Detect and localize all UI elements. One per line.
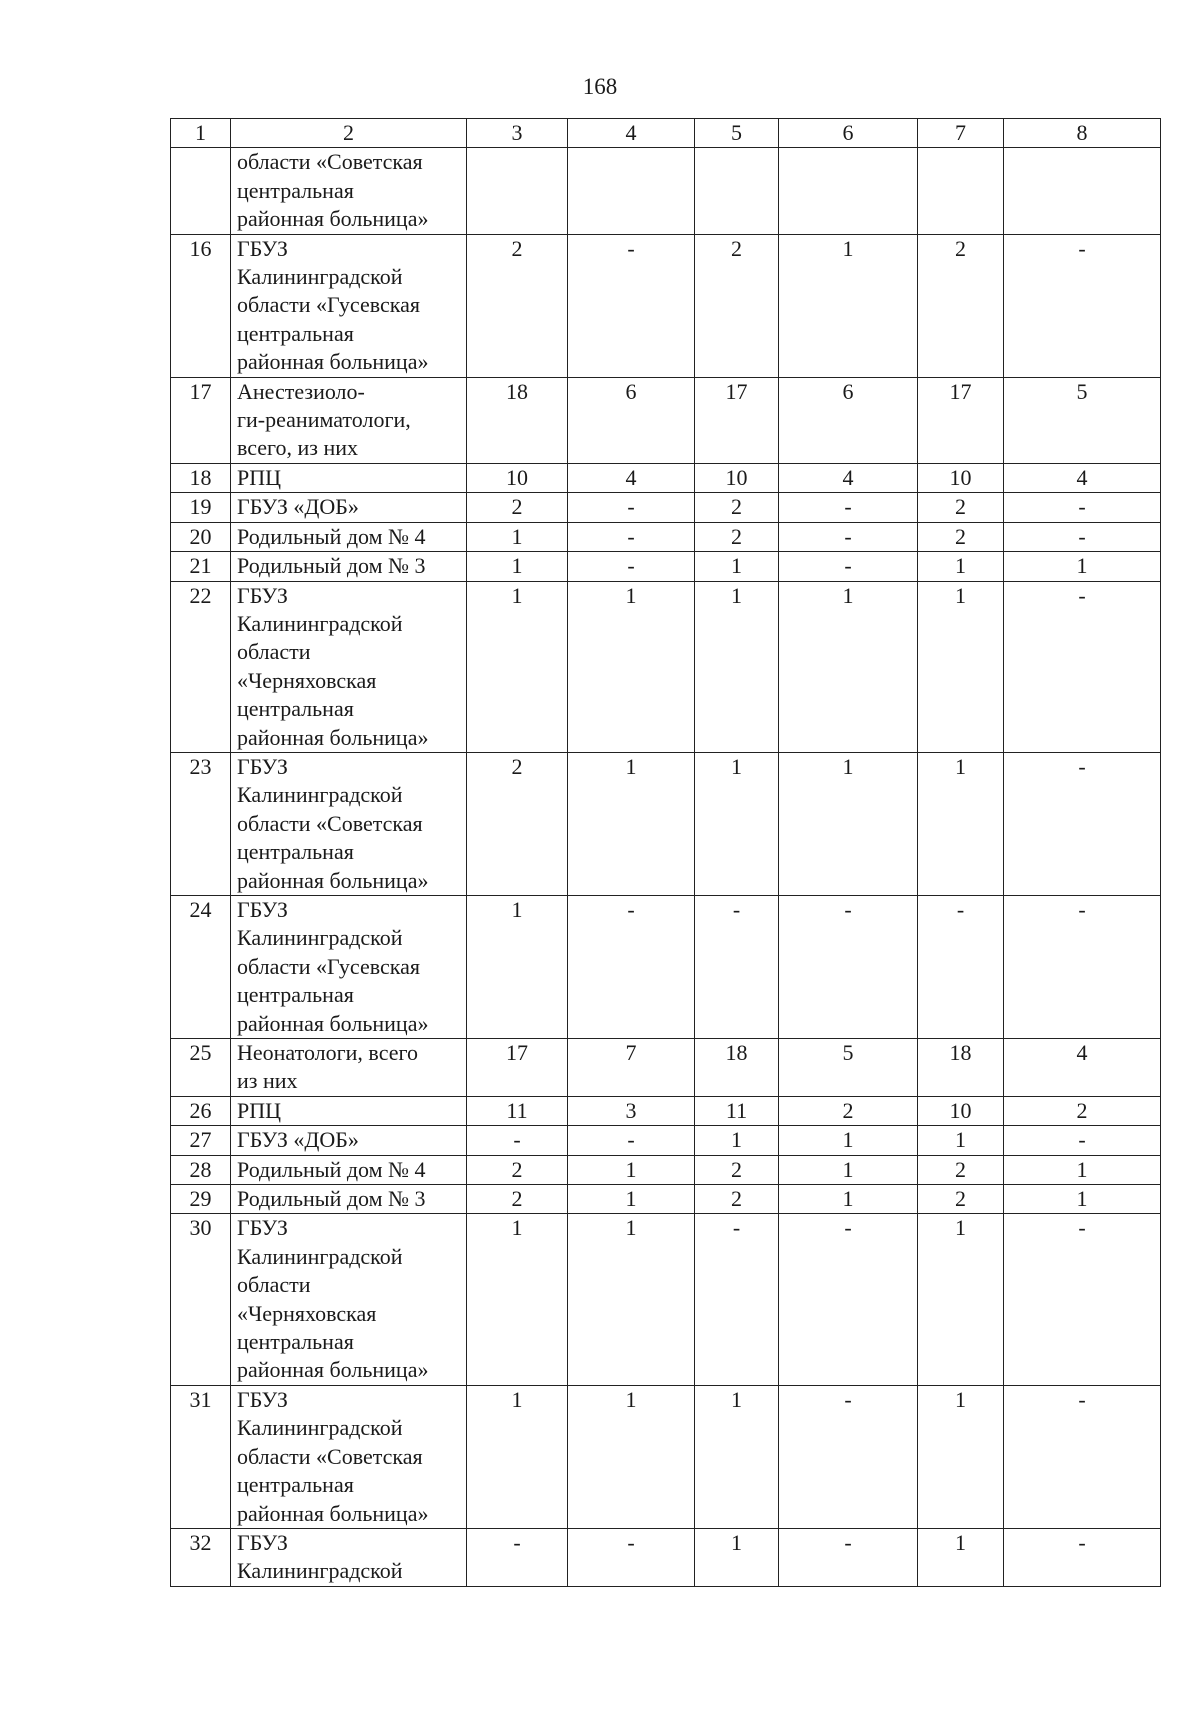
row-name-line: РПЦ — [237, 464, 282, 490]
value-cell-col6: 2 — [779, 1096, 918, 1125]
row-number: 22 — [171, 581, 231, 752]
row-number: 28 — [171, 1155, 231, 1184]
row-name — [231, 581, 467, 752]
value-cell-col4: - — [568, 552, 695, 581]
row-name-line: ГБУЗ «ДОБ» — [237, 494, 359, 520]
value-cell-col3: - — [467, 1528, 568, 1586]
value-cell-col6: - — [779, 1385, 918, 1528]
row-number: 20 — [171, 522, 231, 551]
value-cell-col7: 2 — [918, 522, 1004, 551]
table-row — [171, 234, 1161, 377]
row-name — [231, 1185, 467, 1214]
value-cell-col5: 10 — [695, 463, 779, 492]
row-number: 29 — [171, 1185, 231, 1214]
value-cell-col6: - — [779, 1214, 918, 1385]
row-name-line: Калининградской — [237, 610, 403, 636]
row-name — [231, 493, 467, 522]
header-row — [171, 119, 1161, 148]
value-cell-col8: - — [1004, 493, 1161, 522]
value-cell-col8: 4 — [1004, 1039, 1161, 1097]
table-row — [171, 463, 1161, 492]
value-cell-col4: 4 — [568, 463, 695, 492]
value-cell-col5: 2 — [695, 234, 779, 377]
row-name — [231, 148, 467, 234]
value-cell-col8: - — [1004, 1214, 1161, 1385]
value-cell-col7: 2 — [918, 1155, 1004, 1184]
row-number: 18 — [171, 463, 231, 492]
row-name-line: ГБУЗ — [237, 582, 288, 608]
value-cell-col6: - — [779, 1528, 918, 1586]
value-cell-col4: 3 — [568, 1096, 695, 1125]
table-body — [171, 148, 1161, 1586]
value-cell-col8: - — [1004, 1385, 1161, 1528]
value-cell-col6: 6 — [779, 377, 918, 463]
value-cell-col8: - — [1004, 1528, 1161, 1586]
row-name — [231, 1096, 467, 1125]
value-cell-col4: - — [568, 895, 695, 1038]
value-cell-col6: - — [779, 493, 918, 522]
row-number: 26 — [171, 1096, 231, 1125]
row-name-line: Родильный дом № 3 — [237, 553, 426, 579]
row-name-line: из них — [237, 1068, 298, 1094]
value-cell-col3: 17 — [467, 1039, 568, 1097]
value-cell-col7: 17 — [918, 377, 1004, 463]
value-cell-col5: 18 — [695, 1039, 779, 1097]
row-number: 24 — [171, 895, 231, 1038]
row-name-line: ГБУЗ — [237, 753, 288, 779]
value-cell-col8: - — [1004, 522, 1161, 551]
value-cell-col7: 1 — [918, 752, 1004, 895]
value-cell-col7: 1 — [918, 1528, 1004, 1586]
header-cell: 2 — [231, 119, 467, 148]
row-name-line: центральная — [237, 177, 354, 203]
value-cell-col5: 2 — [695, 493, 779, 522]
row-name — [231, 1528, 467, 1586]
value-cell-col8: - — [1004, 752, 1161, 895]
value-cell-col8: - — [1004, 895, 1161, 1038]
value-cell-col3: 1 — [467, 552, 568, 581]
row-name-line: Калининградской — [237, 782, 403, 808]
value-cell-col8: 4 — [1004, 463, 1161, 492]
row-name — [231, 752, 467, 895]
value-cell-col3: 1 — [467, 1214, 568, 1385]
row-name-line: Анестезиоло- — [237, 378, 365, 404]
row-name-line: области «Советская — [237, 1443, 423, 1469]
row-name — [231, 377, 467, 463]
value-cell-col5: 1 — [695, 581, 779, 752]
row-name — [231, 1385, 467, 1528]
value-cell-col5: - — [695, 895, 779, 1038]
value-cell-col4: 1 — [568, 1155, 695, 1184]
row-name-line: районная больница» — [237, 724, 429, 750]
table-row — [171, 1126, 1161, 1155]
row-name — [231, 1214, 467, 1385]
row-name — [231, 895, 467, 1038]
row-name-line: Калининградской — [237, 1415, 403, 1441]
value-cell-col5: 2 — [695, 1155, 779, 1184]
value-cell-col5: 1 — [695, 1385, 779, 1528]
row-name-line: районная больница» — [237, 1500, 429, 1526]
row-name-line: ГБУЗ — [237, 1386, 288, 1412]
value-cell-col6: - — [779, 895, 918, 1038]
value-cell-col5: 17 — [695, 377, 779, 463]
value-cell-col3: 2 — [467, 234, 568, 377]
value-cell-col6 — [779, 148, 918, 234]
value-cell-col8: 1 — [1004, 1185, 1161, 1214]
value-cell-col5: 2 — [695, 522, 779, 551]
row-name-line: ГБУЗ «ДОБ» — [237, 1127, 359, 1153]
header-cell: 3 — [467, 119, 568, 148]
value-cell-col6: 4 — [779, 463, 918, 492]
row-name-line: ГБУЗ — [237, 1215, 288, 1241]
value-cell-col7: 1 — [918, 1214, 1004, 1385]
value-cell-col6: 1 — [779, 1126, 918, 1155]
value-cell-col3: 11 — [467, 1096, 568, 1125]
table-row — [171, 1185, 1161, 1214]
value-cell-col4 — [568, 148, 695, 234]
row-name-line: «Черняховская — [237, 1300, 377, 1326]
row-name-line: ГБУЗ — [237, 896, 288, 922]
value-cell-col6: - — [779, 552, 918, 581]
value-cell-col7: 10 — [918, 1096, 1004, 1125]
row-number — [171, 148, 231, 234]
value-cell-col4: - — [568, 234, 695, 377]
value-cell-col4: 1 — [568, 1214, 695, 1385]
row-name-line: «Черняховская — [237, 667, 377, 693]
value-cell-col4: - — [568, 1126, 695, 1155]
value-cell-col7 — [918, 148, 1004, 234]
header-cell: 6 — [779, 119, 918, 148]
row-number: 30 — [171, 1214, 231, 1385]
row-number: 31 — [171, 1385, 231, 1528]
value-cell-col8: 1 — [1004, 552, 1161, 581]
value-cell-col6: 5 — [779, 1039, 918, 1097]
table-row — [171, 1214, 1161, 1385]
table-row — [171, 552, 1161, 581]
row-name-line: области «Гусевская — [237, 292, 420, 318]
value-cell-col3: 2 — [467, 493, 568, 522]
value-cell-col3: 18 — [467, 377, 568, 463]
row-number: 16 — [171, 234, 231, 377]
value-cell-col4: 1 — [568, 581, 695, 752]
row-name-line: ги-реаниматологи, — [237, 407, 411, 433]
row-name-line: центральная — [237, 320, 354, 346]
row-name-line: ГБУЗ — [237, 1529, 288, 1555]
row-name-line: ГБУЗ — [237, 235, 288, 261]
row-name-line: центральная — [237, 696, 354, 722]
value-cell-col6: 1 — [779, 1185, 918, 1214]
table-row — [171, 1096, 1161, 1125]
row-name — [231, 1039, 467, 1097]
row-name-line: Родильный дом № 3 — [237, 1186, 426, 1212]
value-cell-col4: 1 — [568, 752, 695, 895]
row-name-line: районная больница» — [237, 349, 429, 375]
table-row — [171, 1528, 1161, 1586]
row-name-line: Неонатологи, всего — [237, 1040, 418, 1065]
header-cell: 1 — [171, 119, 231, 148]
table-row — [171, 522, 1161, 551]
value-cell-col7: 1 — [918, 1385, 1004, 1528]
row-number: 19 — [171, 493, 231, 522]
table-row — [171, 1385, 1161, 1528]
table-row — [171, 148, 1161, 234]
value-cell-col7: 2 — [918, 493, 1004, 522]
value-cell-col5: 1 — [695, 1126, 779, 1155]
value-cell-col8: 5 — [1004, 377, 1161, 463]
value-cell-col6: 1 — [779, 581, 918, 752]
row-number: 27 — [171, 1126, 231, 1155]
value-cell-col7: 2 — [918, 1185, 1004, 1214]
row-name-line: области «Советская — [237, 149, 423, 175]
header-cell: 4 — [568, 119, 695, 148]
row-name — [231, 1155, 467, 1184]
row-name-line: центральная — [237, 1472, 354, 1498]
value-cell-col8: - — [1004, 234, 1161, 377]
value-cell-col3: 1 — [467, 895, 568, 1038]
value-cell-col7: 1 — [918, 552, 1004, 581]
row-name-line: всего, из них — [237, 435, 359, 461]
row-name-line: Родильный дом № 4 — [237, 523, 426, 549]
row-name-line: Калининградской — [237, 264, 403, 290]
table-row — [171, 1155, 1161, 1184]
value-cell-col4: - — [568, 493, 695, 522]
value-cell-col3: 1 — [467, 522, 568, 551]
value-cell-col5: 11 — [695, 1096, 779, 1125]
value-cell-col4: - — [568, 522, 695, 551]
value-cell-col5 — [695, 148, 779, 234]
value-cell-col3: 2 — [467, 1155, 568, 1184]
table-row — [171, 895, 1161, 1038]
value-cell-col6: 1 — [779, 234, 918, 377]
value-cell-col3: 1 — [467, 581, 568, 752]
value-cell-col7: 10 — [918, 463, 1004, 492]
row-name-line: центральная — [237, 1329, 354, 1355]
header-cell: 5 — [695, 119, 779, 148]
value-cell-col6: - — [779, 522, 918, 551]
header-cell: 8 — [1004, 119, 1161, 148]
row-name-line: области — [237, 639, 311, 665]
row-name-line: Родильный дом № 4 — [237, 1156, 426, 1182]
row-number: 23 — [171, 752, 231, 895]
value-cell-col3 — [467, 148, 568, 234]
row-name-line: районная больница» — [237, 1010, 429, 1036]
table-row — [171, 377, 1161, 463]
value-cell-col4: 1 — [568, 1185, 695, 1214]
value-cell-col4: 6 — [568, 377, 695, 463]
value-cell-col7: 1 — [918, 581, 1004, 752]
row-name-line: РПЦ — [237, 1097, 282, 1123]
value-cell-col3: 2 — [467, 1185, 568, 1214]
row-name-line: Калининградской — [237, 1243, 403, 1269]
page-number: 168 — [582, 74, 618, 99]
row-name — [231, 463, 467, 492]
row-name — [231, 552, 467, 581]
table-row — [171, 1039, 1161, 1097]
value-cell-col5: 1 — [695, 752, 779, 895]
row-name-line: районная больница» — [237, 1357, 429, 1383]
value-cell-col3: 2 — [467, 752, 568, 895]
row-name — [231, 234, 467, 377]
value-cell-col7: 1 — [918, 1126, 1004, 1155]
value-cell-col8 — [1004, 148, 1161, 234]
value-cell-col5: 2 — [695, 1185, 779, 1214]
row-name — [231, 1126, 467, 1155]
value-cell-col8: 2 — [1004, 1096, 1161, 1125]
value-cell-col6: 1 — [779, 752, 918, 895]
value-cell-col4: 7 — [568, 1039, 695, 1097]
table-row — [171, 493, 1161, 522]
value-cell-col4: - — [568, 1528, 695, 1586]
value-cell-col5: 1 — [695, 552, 779, 581]
row-name-line: области «Гусевская — [237, 953, 420, 979]
value-cell-col3: 1 — [467, 1385, 568, 1528]
value-cell-col3: 10 — [467, 463, 568, 492]
table-row — [171, 752, 1161, 895]
row-name-line: Калининградской — [237, 925, 403, 951]
data-table — [170, 118, 1161, 1587]
value-cell-col6: 1 — [779, 1155, 918, 1184]
row-name-line: области «Советская — [237, 810, 423, 836]
value-cell-col3: - — [467, 1126, 568, 1155]
table-row — [171, 581, 1161, 752]
value-cell-col8: - — [1004, 581, 1161, 752]
row-name-line: центральная — [237, 982, 354, 1008]
row-name-line: районная больница» — [237, 867, 429, 893]
value-cell-col7: - — [918, 895, 1004, 1038]
value-cell-col4: 1 — [568, 1385, 695, 1528]
row-name-line: области — [237, 1272, 311, 1298]
row-name-line: районная больница» — [237, 206, 429, 232]
value-cell-col7: 2 — [918, 234, 1004, 377]
value-cell-col8: - — [1004, 1126, 1161, 1155]
value-cell-col8: 1 — [1004, 1155, 1161, 1184]
value-cell-col5: - — [695, 1214, 779, 1385]
value-cell-col5: 1 — [695, 1528, 779, 1586]
value-cell-col7: 18 — [918, 1039, 1004, 1097]
row-name-line: центральная — [237, 839, 354, 865]
header-cell: 7 — [918, 119, 1004, 148]
row-number: 32 — [171, 1528, 231, 1586]
row-number: 17 — [171, 377, 231, 463]
row-name-line: Калининградской — [237, 1558, 403, 1584]
row-number: 21 — [171, 552, 231, 581]
row-number: 25 — [171, 1039, 231, 1097]
row-name — [231, 522, 467, 551]
